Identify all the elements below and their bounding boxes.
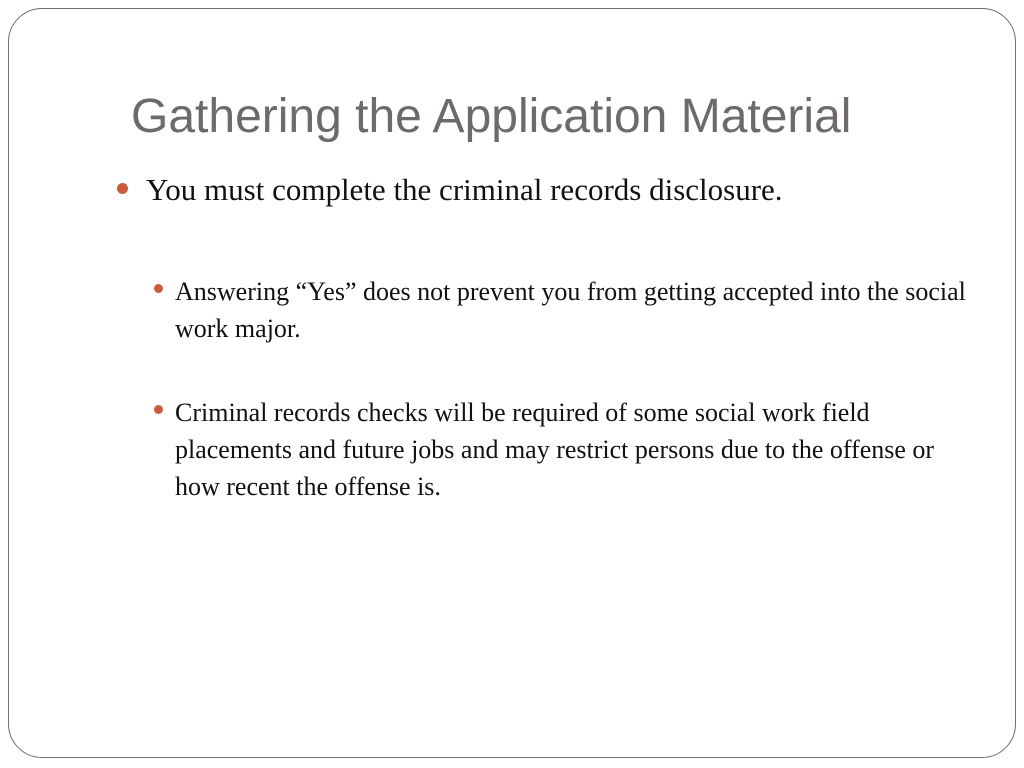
bullet-level2-text: Answering “Yes” does not prevent you from getting accepted into the social work major.: [175, 277, 966, 343]
slide-title: Gathering the Application Material: [131, 90, 852, 143]
bullet-level2-text: Criminal records checks will be required of some social work field placements and future jobs and may restrict persons due to the offense or how recent the offense is.: [175, 398, 935, 501]
bullet-level1-text: You must complete the criminal records disclosure.: [146, 172, 783, 207]
bullet-icon: [154, 284, 163, 293]
bullet-icon: [117, 183, 128, 194]
slide-frame: [8, 8, 1016, 758]
bullet-icon: [154, 405, 163, 414]
slide-content: [9, 9, 1015, 757]
